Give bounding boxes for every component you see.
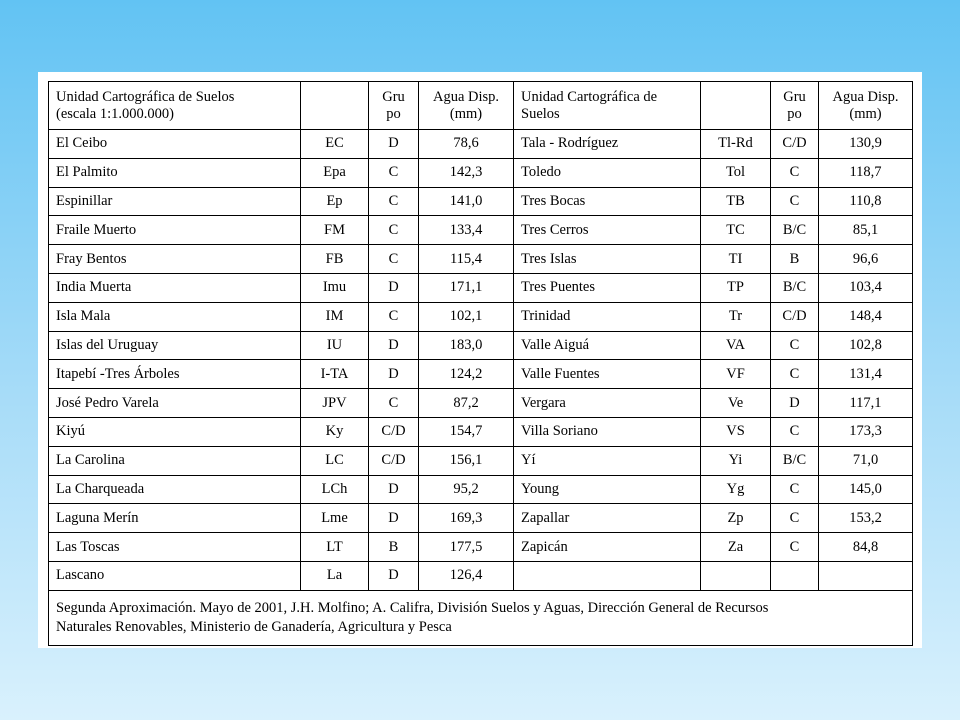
soil-unit-name: India Muerta bbox=[49, 273, 301, 302]
hydrologic-group: D bbox=[771, 389, 819, 418]
soil-unit-code: JPV bbox=[301, 389, 369, 418]
table-row bbox=[49, 216, 913, 245]
available-water: 183,0 bbox=[419, 331, 514, 360]
soil-unit-name: Espinillar bbox=[49, 187, 301, 216]
soil-unit-code: Ve bbox=[701, 389, 771, 418]
table-row bbox=[49, 302, 913, 331]
hydrologic-group: C bbox=[369, 158, 419, 187]
hydrologic-group: B bbox=[771, 245, 819, 274]
soil-unit-code: VA bbox=[701, 331, 771, 360]
available-water bbox=[819, 561, 913, 590]
soil-unit-code bbox=[701, 561, 771, 590]
soil-unit-code: IM bbox=[301, 302, 369, 331]
hydrologic-group: C bbox=[771, 504, 819, 533]
soil-unit-name: José Pedro Varela bbox=[49, 389, 301, 418]
hydrologic-group: D bbox=[369, 561, 419, 590]
soil-unit-name: Itapebí -Tres Árboles bbox=[49, 360, 301, 389]
soil-unit-name: Valle Aiguá bbox=[514, 331, 701, 360]
soil-unit-code: Zp bbox=[701, 504, 771, 533]
source-footnote: Segunda Aproximación. Mayo de 2001, J.H. Molfino; A. Califra, División Suelos y Aguas, Dirección General de Recursos Naturales Renovables, Ministerio de Ganadería, Agricultura y Pesca bbox=[49, 590, 913, 645]
hydrologic-group: C/D bbox=[369, 446, 419, 475]
available-water: 169,3 bbox=[419, 504, 514, 533]
header-code-right bbox=[701, 82, 771, 130]
table-row bbox=[49, 561, 913, 590]
hydrologic-group: C bbox=[369, 187, 419, 216]
soil-unit-code: Lme bbox=[301, 504, 369, 533]
available-water: 126,4 bbox=[419, 561, 514, 590]
soil-unit-code: LT bbox=[301, 533, 369, 562]
header-group-left: Gru po bbox=[369, 82, 419, 130]
available-water: 117,1 bbox=[819, 389, 913, 418]
soil-unit-code: TB bbox=[701, 187, 771, 216]
available-water: 173,3 bbox=[819, 417, 913, 446]
header-unit-left: Unidad Cartográfica de Suelos (escala 1:1.000.000) bbox=[49, 82, 301, 130]
soil-unit-name: Valle Fuentes bbox=[514, 360, 701, 389]
soil-unit-name: Islas del Uruguay bbox=[49, 331, 301, 360]
soil-unit-code: Imu bbox=[301, 273, 369, 302]
available-water: 84,8 bbox=[819, 533, 913, 562]
available-water: 133,4 bbox=[419, 216, 514, 245]
soil-unit-name: Trinidad bbox=[514, 302, 701, 331]
soil-unit-code: TP bbox=[701, 273, 771, 302]
available-water: 154,7 bbox=[419, 417, 514, 446]
table-row bbox=[49, 389, 913, 418]
soil-unit-name: Las Toscas bbox=[49, 533, 301, 562]
soil-unit-code: Tr bbox=[701, 302, 771, 331]
hydrologic-group: B bbox=[369, 533, 419, 562]
soil-unit-code: TI bbox=[701, 245, 771, 274]
soil-unit-code: Yi bbox=[701, 446, 771, 475]
hydrologic-group: C bbox=[771, 158, 819, 187]
soil-unit-name: Villa Soriano bbox=[514, 417, 701, 446]
soil-unit-code: FB bbox=[301, 245, 369, 274]
available-water: 102,1 bbox=[419, 302, 514, 331]
available-water: 85,1 bbox=[819, 216, 913, 245]
available-water: 71,0 bbox=[819, 446, 913, 475]
hydrologic-group: B/C bbox=[771, 216, 819, 245]
soil-unit-code: Epa bbox=[301, 158, 369, 187]
table-row bbox=[49, 475, 913, 504]
soil-unit-name: El Ceibo bbox=[49, 130, 301, 159]
soil-unit-code: Ep bbox=[301, 187, 369, 216]
soil-unit-code: FM bbox=[301, 216, 369, 245]
soil-unit-name: Tres Cerros bbox=[514, 216, 701, 245]
soil-unit-code: Tl-Rd bbox=[701, 130, 771, 159]
soil-unit-name: Tres Islas bbox=[514, 245, 701, 274]
hydrologic-group: C bbox=[771, 417, 819, 446]
soil-unit-code: Ky bbox=[301, 417, 369, 446]
table-row bbox=[49, 187, 913, 216]
available-water: 87,2 bbox=[419, 389, 514, 418]
hydrologic-group: D bbox=[369, 504, 419, 533]
header-water-left: Agua Disp. (mm) bbox=[419, 82, 514, 130]
soil-unit-name: Tala - Rodríguez bbox=[514, 130, 701, 159]
table-row bbox=[49, 360, 913, 389]
soil-unit-name: Toledo bbox=[514, 158, 701, 187]
header-unit-right: Unidad Cartográfica de Suelos bbox=[514, 82, 701, 130]
soil-water-table bbox=[48, 81, 913, 646]
soil-unit-code: LC bbox=[301, 446, 369, 475]
soil-unit-name: Laguna Merín bbox=[49, 504, 301, 533]
soil-unit-code: La bbox=[301, 561, 369, 590]
soil-unit-name: Kiyú bbox=[49, 417, 301, 446]
soil-unit-code: I-TA bbox=[301, 360, 369, 389]
hydrologic-group: B/C bbox=[771, 446, 819, 475]
soil-unit-name: Fray Bentos bbox=[49, 245, 301, 274]
hydrologic-group: D bbox=[369, 273, 419, 302]
available-water: 142,3 bbox=[419, 158, 514, 187]
available-water: 131,4 bbox=[819, 360, 913, 389]
table-panel bbox=[38, 72, 922, 648]
soil-unit-code: IU bbox=[301, 331, 369, 360]
table-row bbox=[49, 417, 913, 446]
hydrologic-group: B/C bbox=[771, 273, 819, 302]
hydrologic-group: C/D bbox=[369, 417, 419, 446]
header-water-right: Agua Disp. (mm) bbox=[819, 82, 913, 130]
available-water: 177,5 bbox=[419, 533, 514, 562]
hydrologic-group: D bbox=[369, 331, 419, 360]
soil-unit-name: Lascano bbox=[49, 561, 301, 590]
soil-unit-name: El Palmito bbox=[49, 158, 301, 187]
available-water: 103,4 bbox=[819, 273, 913, 302]
hydrologic-group: C bbox=[369, 245, 419, 274]
header-group-right: Gru po bbox=[771, 82, 819, 130]
soil-unit-name: Yí bbox=[514, 446, 701, 475]
table-row bbox=[49, 245, 913, 274]
soil-unit-name: Tres Puentes bbox=[514, 273, 701, 302]
available-water: 156,1 bbox=[419, 446, 514, 475]
available-water: 171,1 bbox=[419, 273, 514, 302]
hydrologic-group: D bbox=[369, 130, 419, 159]
soil-unit-code: VF bbox=[701, 360, 771, 389]
soil-unit-name: Vergara bbox=[514, 389, 701, 418]
available-water: 110,8 bbox=[819, 187, 913, 216]
table-row bbox=[49, 130, 913, 159]
available-water: 118,7 bbox=[819, 158, 913, 187]
available-water: 148,4 bbox=[819, 302, 913, 331]
available-water: 141,0 bbox=[419, 187, 514, 216]
table-row bbox=[49, 273, 913, 302]
soil-unit-name: La Carolina bbox=[49, 446, 301, 475]
hydrologic-group: C bbox=[771, 360, 819, 389]
soil-unit-name: Tres Bocas bbox=[514, 187, 701, 216]
table-row bbox=[49, 158, 913, 187]
hydrologic-group: C bbox=[771, 187, 819, 216]
available-water: 95,2 bbox=[419, 475, 514, 504]
soil-unit-name: La Charqueada bbox=[49, 475, 301, 504]
hydrologic-group: C bbox=[369, 216, 419, 245]
hydrologic-group: C/D bbox=[771, 302, 819, 331]
table-row bbox=[49, 504, 913, 533]
hydrologic-group: D bbox=[369, 475, 419, 504]
available-water: 124,2 bbox=[419, 360, 514, 389]
soil-unit-name: Young bbox=[514, 475, 701, 504]
soil-unit-name: Zapallar bbox=[514, 504, 701, 533]
header-row bbox=[49, 82, 913, 130]
available-water: 96,6 bbox=[819, 245, 913, 274]
available-water: 153,2 bbox=[819, 504, 913, 533]
available-water: 102,8 bbox=[819, 331, 913, 360]
table-row bbox=[49, 533, 913, 562]
available-water: 78,6 bbox=[419, 130, 514, 159]
soil-unit-name: Fraile Muerto bbox=[49, 216, 301, 245]
soil-unit-code: EC bbox=[301, 130, 369, 159]
soil-unit-code: LCh bbox=[301, 475, 369, 504]
hydrologic-group: D bbox=[369, 360, 419, 389]
hydrologic-group: C bbox=[771, 331, 819, 360]
available-water: 130,9 bbox=[819, 130, 913, 159]
hydrologic-group: C bbox=[369, 302, 419, 331]
soil-unit-name: Zapicán bbox=[514, 533, 701, 562]
table-row bbox=[49, 331, 913, 360]
soil-unit-code: Za bbox=[701, 533, 771, 562]
soil-unit-code: Tol bbox=[701, 158, 771, 187]
hydrologic-group: C bbox=[369, 389, 419, 418]
soil-unit-name: Isla Mala bbox=[49, 302, 301, 331]
available-water: 145,0 bbox=[819, 475, 913, 504]
hydrologic-group: C/D bbox=[771, 130, 819, 159]
soil-unit-code: VS bbox=[701, 417, 771, 446]
table-row bbox=[49, 446, 913, 475]
hydrologic-group: C bbox=[771, 533, 819, 562]
soil-unit-code: TC bbox=[701, 216, 771, 245]
available-water: 115,4 bbox=[419, 245, 514, 274]
footnote-row bbox=[49, 590, 913, 645]
header-code-left bbox=[301, 82, 369, 130]
soil-unit-code: Yg bbox=[701, 475, 771, 504]
hydrologic-group bbox=[771, 561, 819, 590]
hydrologic-group: C bbox=[771, 475, 819, 504]
soil-unit-name bbox=[514, 561, 701, 590]
